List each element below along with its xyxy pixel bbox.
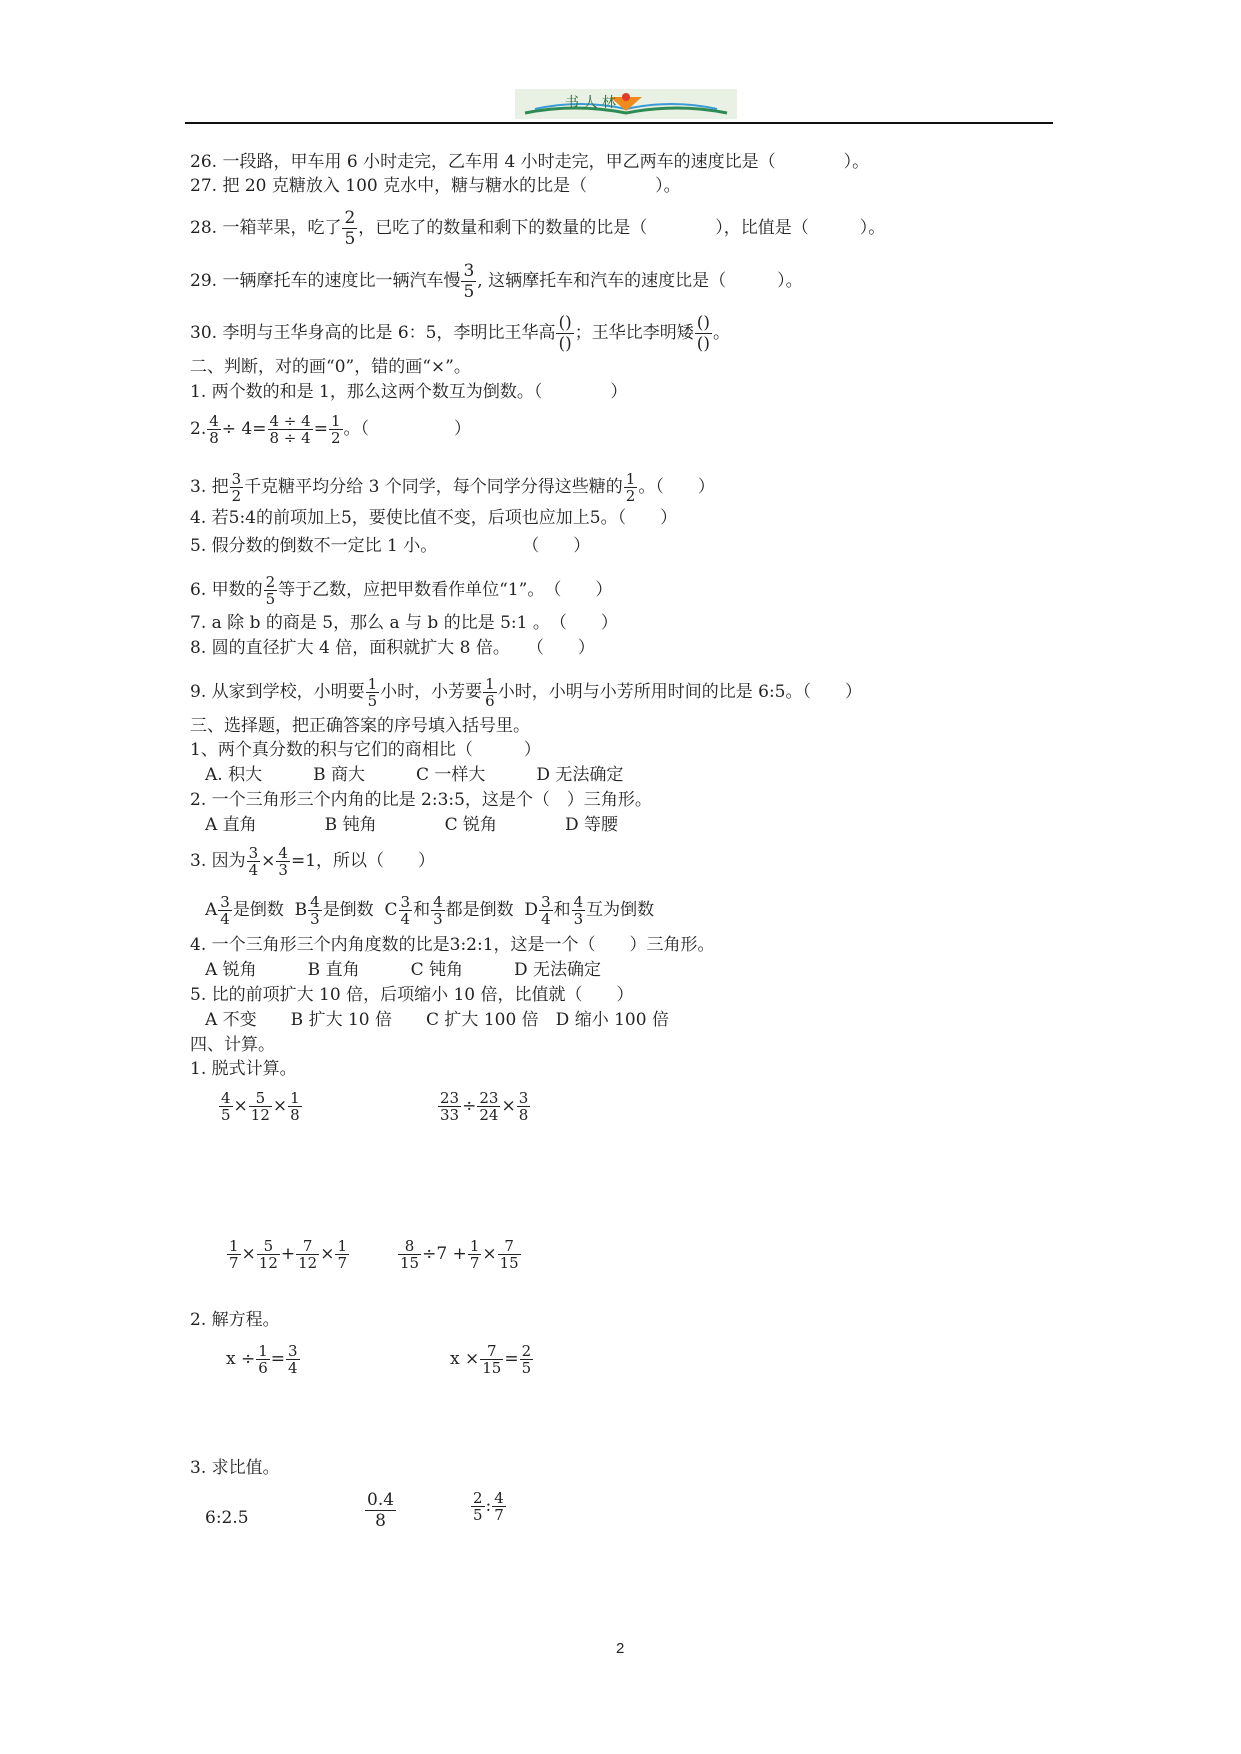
judge-4: 4. 若5:4的前项加上5，要使比值不变，后项也应加上5。（ ） [190, 508, 678, 528]
choice-5-options: A 不变 B 扩大 10 倍 C 扩大 100 倍 D 缩小 100 倍 [205, 1010, 669, 1030]
e4-op-2: × [482, 1244, 497, 1264]
c3-option-a-text: 是倒数 [232, 900, 284, 920]
ratio-1: 6:2.5 [205, 1508, 249, 1528]
e4-fraction-1: $\frac{8}{15}$ [400, 1237, 420, 1272]
choice-5: 5. 比的前项扩大 10 倍，后项缩小 10 倍，比值就（ ） [190, 985, 634, 1005]
equation-1 [226, 1343, 301, 1376]
part-1-title: 1. 脱式计算。 [190, 1059, 297, 1079]
j2-fraction-1: $\frac{4}{8}$ [209, 412, 219, 447]
j3-fraction-2: $\frac{1}{2}$ [625, 470, 636, 505]
e3-fraction-3: $\frac{7}{12}$ [298, 1237, 318, 1272]
e2-op-1: ÷ [462, 1096, 477, 1116]
section-4-title: 四、计算。 [190, 1035, 275, 1055]
e4-fraction-3: $\frac{7}{15}$ [499, 1237, 519, 1272]
choice-3 [190, 845, 435, 878]
part-2-title: 2. 解方程。 [190, 1310, 280, 1330]
c3-option-d-fraction-1: $\frac{3}{4}$ [541, 893, 551, 928]
eq2-prefix: x × [450, 1349, 480, 1369]
book-forest-logo [515, 89, 737, 119]
eq2-fraction-1: $\frac{7}{15}$ [482, 1342, 502, 1377]
j6-fraction: $\frac{2}{5}$ [265, 573, 276, 608]
r3-fraction-1: $\frac{2}{5}$ [473, 1489, 483, 1524]
judge-7: 7. a 除 b 的商是 5，那么 a 与 b 的比是 5:1 。 （ ） [190, 613, 618, 633]
judge-2 [190, 413, 471, 446]
q28-text-a: 28. 一箱苹果，吃了 [190, 218, 342, 238]
c3-option-c-text: 都是倒数 [445, 900, 514, 920]
c3-fraction-1: $\frac{3}{4}$ [248, 844, 259, 879]
page-number: 2 [616, 1640, 625, 1657]
question-27: 27. 把 20 克糖放入 100 克水中，糖与糖水的比是（ ）。 [190, 176, 681, 196]
j2-text-b: ÷ 4= [221, 419, 267, 439]
ratio-3 [470, 1490, 507, 1523]
question-26: 26. 一段路，甲车用 6 小时走完，乙车用 4 小时走完，甲乙两车的速度比是（ ）。 [190, 152, 870, 172]
q28-text-b: ，已吃了的数量和剩下的数量的比是（ ），比值是（ ）。 [358, 218, 886, 238]
e1-fraction-3: $\frac{1}{8}$ [290, 1089, 300, 1124]
e3-op-3: × [320, 1244, 335, 1264]
e3-fraction-1: $\frac{1}{7}$ [229, 1237, 239, 1272]
eq2-fraction-2: $\frac{2}{5}$ [521, 1342, 532, 1377]
r3-fraction-2: $\frac{4}{7}$ [494, 1489, 504, 1524]
part-3-title: 3. 求比值。 [190, 1458, 280, 1478]
q30-fraction-1: $\frac{()}{()}$ [558, 313, 572, 354]
choice-3-options [205, 894, 654, 927]
c3-option-d-fraction-2: $\frac{4}{3}$ [573, 893, 584, 928]
eq2-equals: = [504, 1349, 519, 1369]
e2-op-2: × [501, 1096, 516, 1116]
r3-colon: : [485, 1496, 492, 1516]
q29-fraction: $\frac{3}{5}$ [463, 261, 475, 302]
c3-option-d-text: 互为倒数 [586, 900, 655, 920]
q29-text-a: 29. 一辆摩托车的速度比一辆汽车慢 [190, 271, 461, 291]
c3-option-c-fraction-2: $\frac{4}{3}$ [433, 893, 443, 928]
c3-text-c: =1，所以（ ） [290, 851, 436, 871]
e4-fraction-2: $\frac{1}{7}$ [469, 1237, 480, 1272]
question-28 [190, 208, 885, 249]
judge-5: 5. 假分数的倒数不一定比 1 小。 （ ） [190, 536, 591, 556]
e3-op-2: + [280, 1244, 296, 1264]
j3-text-a: 3. 把 [190, 477, 229, 497]
q30-text-b: ；王华比李明矮 [574, 323, 694, 343]
judge-3 [190, 471, 715, 504]
c3-option-b-fraction: $\frac{4}{3}$ [310, 893, 320, 928]
choice-4: 4. 一个三角形三个内角度数的比是3:2:1，这是一个（ ）三角形。 [190, 935, 715, 955]
eq1-prefix: x ÷ [226, 1349, 256, 1369]
j2-text-d: 。（ ） [343, 419, 471, 439]
ratio-2 [364, 1490, 397, 1531]
c3-option-b-label: B [294, 900, 308, 920]
c3-option-d-and: 和 [553, 900, 571, 920]
q30-text-c: 。 [713, 323, 731, 343]
j6-text-b: 等于乙数，应把甲数看作单位“1”。 （ ） [278, 580, 613, 600]
c3-option-b-text: 是倒数 [322, 900, 374, 920]
e1-op-2: × [272, 1096, 288, 1116]
logo-text: 书 人 林 [565, 95, 616, 111]
choice-1-options: A. 积大 B 商大 C 一样大 D 无法确定 [205, 765, 624, 785]
j2-text-c: = [313, 419, 328, 439]
j2-fraction-3: $\frac{1}{2}$ [330, 412, 341, 447]
judge-1: 1. 两个数的和是 1，那么这两个数互为倒数。（ ） [190, 382, 628, 402]
choice-2: 2. 一个三角形三个内角的比是 2:3:5，这是个（ ）三角形。 [190, 790, 652, 810]
c3-fraction-2: $\frac{4}{3}$ [278, 844, 288, 879]
q30-fraction-2: $\frac{()}{()}$ [696, 313, 711, 354]
r2-fraction: $\frac{0.4}{8}$ [367, 1490, 395, 1531]
j3-fraction-1: $\frac{3}{2}$ [231, 470, 242, 505]
question-29 [190, 261, 803, 302]
e1-fraction-2: $\frac{5}{12}$ [250, 1089, 270, 1124]
c3-option-a-label: A [205, 900, 218, 920]
expression-1 [218, 1090, 303, 1123]
j2-text-a: 2. [190, 419, 207, 439]
choice-1: 1、两个真分数的积与它们的商相比（ ） [190, 740, 541, 760]
judge-9 [190, 676, 862, 709]
e1-op-1: × [233, 1096, 248, 1116]
c3-option-a-fraction: $\frac{3}{4}$ [220, 893, 230, 928]
e2-fraction-1: $\frac{23}{33}$ [440, 1089, 460, 1124]
choice-2-options: A 直角 B 钝角 C 锐角 D 等腰 [205, 815, 619, 835]
expression-3 [226, 1238, 350, 1271]
j6-text-a: 6. 甲数的 [190, 580, 263, 600]
eq1-fraction-1: $\frac{1}{6}$ [258, 1342, 268, 1377]
j9-text-b: 小时，小芳要 [380, 682, 483, 702]
c3-option-c-fraction-1: $\frac{3}{4}$ [400, 893, 411, 928]
equation-2 [450, 1343, 534, 1376]
j2-fraction-2: $\frac{4 \div 4}{8 \div 4}$ [269, 412, 311, 447]
e4-op-1: ÷7 + [422, 1244, 467, 1264]
eq1-fraction-2: $\frac{3}{4}$ [288, 1342, 298, 1377]
j3-text-c: 。（ ） [638, 477, 715, 497]
j9-fraction-1: $\frac{1}{5}$ [367, 675, 378, 710]
c3-option-d-label: D [524, 900, 539, 920]
e2-fraction-3: $\frac{3}{8}$ [518, 1089, 529, 1124]
e1-fraction-1: $\frac{4}{5}$ [221, 1089, 231, 1124]
e3-fraction-2: $\frac{5}{12}$ [258, 1237, 278, 1272]
c3-text-a: 3. 因为 [190, 851, 246, 871]
j9-fraction-2: $\frac{1}{6}$ [485, 675, 495, 710]
e3-op-1: × [241, 1244, 256, 1264]
header-rule [185, 122, 1053, 124]
eq1-equals: = [270, 1349, 286, 1369]
expression-2 [437, 1090, 531, 1123]
judge-6 [190, 574, 612, 607]
j9-text-c: 小时，小明与小芳所用时间的比是 6:5。（ ） [497, 682, 862, 702]
expression-4 [397, 1238, 522, 1271]
j3-text-b: 千克糖平均分给 3 个同学，每个同学分得这些糖的 [244, 477, 623, 497]
j9-text-a: 9. 从家到学校，小明要 [190, 682, 365, 702]
e2-fraction-2: $\frac{23}{24}$ [479, 1089, 499, 1124]
section-3-title: 三、选择题，把正确答案的序号填入括号里。 [190, 716, 530, 736]
q28-fraction: $\frac{2}{5}$ [344, 208, 356, 249]
q29-text-b: , 这辆摩托车和汽车的速度比是（ ）。 [477, 271, 803, 291]
q30-text-a: 30. 李明与王华身高的比是 6：5，李明比王华高 [190, 323, 556, 343]
section-2-title: 二、判断，对的画“0”，错的画“×”。 [190, 357, 471, 377]
c3-option-c-and: 和 [413, 900, 431, 920]
choice-4-options: A 锐角 B 直角 C 钝角 D 无法确定 [205, 960, 602, 980]
c3-times: × [261, 851, 276, 871]
c3-option-c-label: C [384, 900, 398, 920]
question-30 [190, 313, 730, 354]
judge-8: 8. 圆的直径扩大 4 倍，面积就扩大 8 倍。 （ ） [190, 638, 595, 658]
e3-fraction-4: $\frac{1}{7}$ [337, 1237, 348, 1272]
